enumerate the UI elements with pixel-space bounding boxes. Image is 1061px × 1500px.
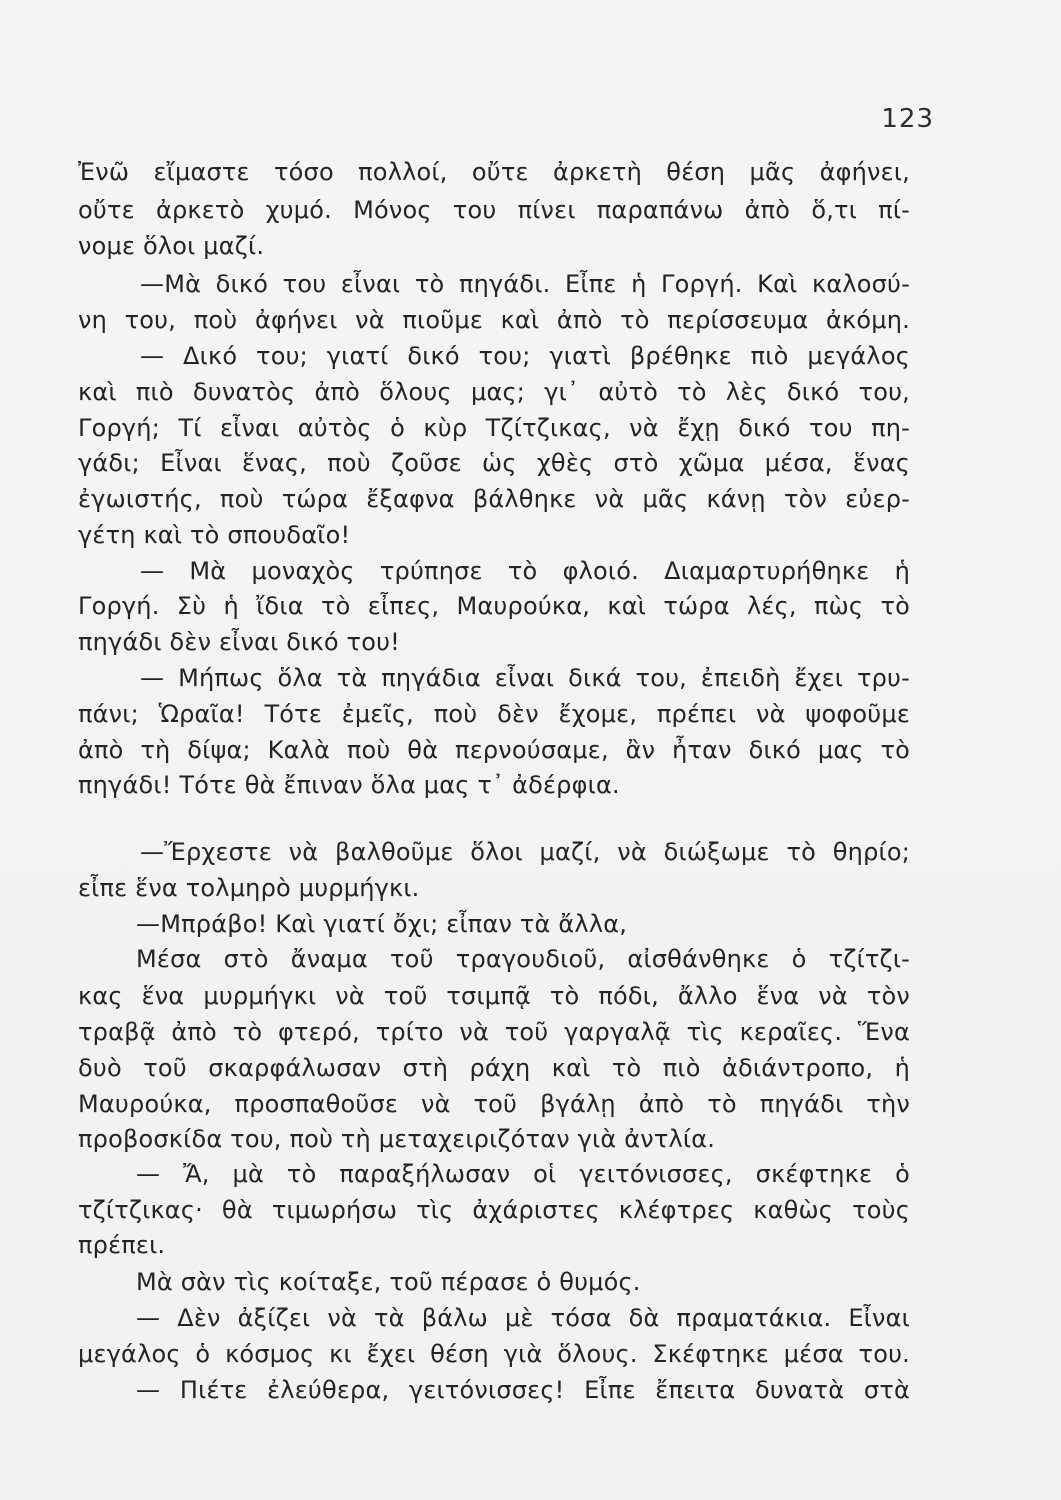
text-line: —Μπράβο! Καὶ γιατί ὄχι; εἶπαν τὰ ἄλλα,: [136, 910, 628, 938]
text-line: Ἐνῶ εἴμαστε τόσο πολλοί, οὔτε ἀρκετὴ θέση μᾶς ἀφήνει,: [78, 158, 910, 186]
text-line: Μὰ σὰν τὶς κοίταξε, τοῦ πέρασε ὁ θυμός.: [136, 1268, 641, 1296]
text-line: εἶπε ἕνα τολμηρὸ μυρμήγκι.: [78, 874, 420, 902]
text-line: γάδι; Εἶναι ἕνας, ποὺ ζοῦσε ὡς χθὲς στὸ χῶμα μέσα, ἕνας: [78, 449, 910, 477]
text-line: Γοργή; Τί εἶναι αὐτὸς ὁ κὺρ Τζίτζικας, νὰ ἔχῃ δικό του πη-: [78, 414, 910, 442]
text-line: καὶ πιὸ δυνατὸς ἀπὸ ὅλους μας; γι᾽ αὐτὸ τὸ λὲς δικό του,: [78, 378, 910, 406]
text-line: ἐγωιστής, ποὺ τώρα ἔξαφνα βάλθηκε νὰ μᾶς κάνῃ τὸν εὐερ-: [78, 485, 910, 513]
text-line: — Δικό του; γιατί δικό του; γιατὶ βρέθηκε πιὸ μεγάλος: [140, 342, 910, 370]
text-line: Μαυρούκα, προσπαθοῦσε νὰ τοῦ βγάλῃ ἀπὸ τὸ πηγάδι τὴν: [78, 1090, 910, 1118]
text-line: πρέπει.: [78, 1231, 166, 1259]
text-line: πηγάδι δὲν εἶναι δικό του!: [78, 628, 400, 656]
text-line: Μέσα στὸ ἄναμα τοῦ τραγουδιοῦ, αἰσθάνθηκε ὁ τζίτζι-: [136, 945, 910, 973]
text-line: γέτη καὶ τὸ σπουδαῖο!: [78, 521, 351, 549]
text-line: — Μὰ μοναχὸς τρύπησε τὸ φλοιό. Διαμαρτυρήθηκε ἡ: [140, 557, 910, 585]
text-line: κας ἕνα μυρμήγκι νὰ τοῦ τσιμπᾷ τὸ πόδι, ἄλλο ἕνα νὰ τὸν: [78, 982, 910, 1010]
text-line: — Ἄ, μὰ τὸ παραξήλωσαν οἱ γειτόνισσες, σκέφτηκε ὁ: [136, 1160, 910, 1188]
text-line: Γοργή. Σὺ ἡ ἴδια τὸ εἶπες, Μαυρούκα, καὶ τώρα λές, πὼς τὸ: [78, 592, 910, 620]
text-line: — Πιέτε ἐλεύθερα, γειτόνισσες! Εἶπε ἔπειτα δυνατὰ στὰ: [136, 1376, 910, 1404]
page-number: 123: [881, 104, 934, 134]
text-line: οὔτε ἀρκετὸ χυμό. Μόνος του πίνει παραπάνω ἀπὸ ὅ,τι πί-: [78, 196, 910, 224]
text-line: — Δὲν ἀξίζει νὰ τὰ βάλω μὲ τόσα δὰ πραματάκια. Εἶναι: [136, 1304, 910, 1332]
text-line: νομε ὅλοι μαζί.: [78, 232, 265, 260]
text-line: τραβᾷ ἀπὸ τὸ φτερό, τρίτο νὰ τοῦ γαργαλᾷ τὶς κεραῖες. Ἕνα: [78, 1018, 910, 1046]
text-line: μεγάλος ὁ κόσμος κι ἔχει θέση γιὰ ὅλους. Σκέφτηκε μέσα του.: [78, 1340, 910, 1368]
text-line: δυὸ τοῦ σκαρφάλωσαν στὴ ράχη καὶ τὸ πιὸ ἀδιάντροπο, ἡ: [78, 1054, 910, 1082]
text-line: —Ἔρχεστε νὰ βαλθοῦμε ὅλοι μαζί, νὰ διώξωμε τὸ θηρίο;: [140, 838, 910, 866]
text-line: πηγάδι! Τότε θὰ ἔπιναν ὅλα μας τ᾽ ἀδέρφια.: [78, 771, 620, 799]
text-line: ἀπὸ τὴ δίψα; Καλὰ ποὺ θὰ περνούσαμε, ἂν ἦταν δικό μας τὸ: [78, 736, 910, 764]
text-line: —Μὰ δικό του εἶναι τὸ πηγάδι. Εἶπε ἡ Γοργή. Καὶ καλοσύ-: [140, 270, 910, 298]
text-line: νη του, ποὺ ἀφήνει νὰ πιοῦμε καὶ ἀπὸ τὸ περίσσευμα ἀκόμη.: [78, 306, 910, 334]
text-line: πάνι; Ὡραῖα! Τότε ἐμεῖς, ποὺ δὲν ἔχομε, πρέπει νὰ ψοφοῦμε: [78, 700, 910, 728]
text-line: τζίτζικας· θὰ τιμωρήσω τὶς ἀχάριστες κλέφτρες καθὼς τοὺς: [78, 1196, 910, 1224]
text-line: προβοσκίδα του, ποὺ τὴ μεταχειριζόταν γιὰ ἀντλία.: [78, 1125, 716, 1153]
text-line: — Μήπως ὅλα τὰ πηγάδια εἶναι δικά του, ἐπειδὴ ἔχει τρυ-: [140, 664, 910, 692]
